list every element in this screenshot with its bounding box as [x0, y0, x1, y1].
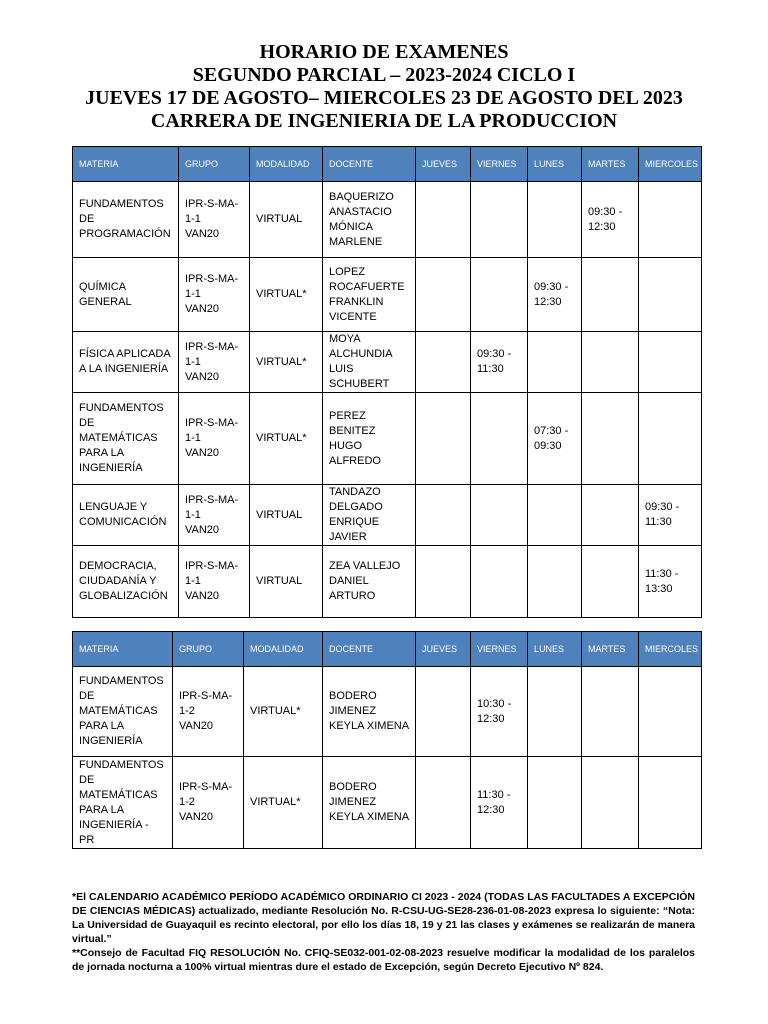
- cell-lunes: 07:30 - 09:30: [528, 393, 582, 485]
- cell-martes: [582, 667, 639, 757]
- cell-viernes: 10:30 - 12:30: [471, 667, 528, 757]
- column-header-lunes: LUNES: [528, 632, 582, 667]
- table-header-row: [73, 632, 702, 667]
- table-header-row: [73, 147, 702, 182]
- table-row: [73, 258, 702, 332]
- table-row: [73, 757, 702, 849]
- cell-grupo: IPR-S-MA- 1-1 VAN20: [179, 182, 250, 258]
- cell-viernes: [471, 485, 528, 546]
- table-row: [73, 667, 702, 757]
- cell-materia: FÍSICA APLICADA A LA INGENIERÍA: [73, 332, 179, 393]
- cell-materia: DEMOCRACIA, CIUDADANÍA Y GLOBALIZACIÓN: [73, 546, 179, 618]
- cell-jueves: [416, 757, 471, 849]
- cell-docente: BAQUERIZO ANASTACIO MÓNICA MARLENE: [323, 182, 416, 258]
- cell-modalidad: VIRTUAL*: [250, 393, 323, 485]
- column-header-materia: MATERIA: [73, 147, 179, 182]
- cell-grupo: IPR-S-MA- 1-2 VAN20: [173, 757, 244, 849]
- cell-martes: [582, 485, 639, 546]
- cell-lunes: [528, 757, 582, 849]
- column-header-grupo: GRUPO: [179, 147, 250, 182]
- exam-schedule-table-2: [72, 631, 702, 849]
- cell-modalidad: VIRTUAL*: [244, 757, 323, 849]
- document-title: [0, 41, 768, 133]
- cell-martes: [582, 393, 639, 485]
- cell-materia: FUNDAMENTOS DE PROGRAMACIÓN: [73, 182, 179, 258]
- column-header-martes: MARTES: [582, 632, 639, 667]
- column-header-jueves: JUEVES: [416, 632, 471, 667]
- cell-docente: BODERO JIMENEZ KEYLA XIMENA: [323, 667, 416, 757]
- footnote-calendar: *El CALENDARIO ACADÉMICO PERÍODO ACADÉMICO ORDINARIO CI 2023 - 2024 (TODAS LAS FACULTADES A EXCEPCIÓN DE CIENCIAS MÉDICAS) actualizado, mediante Resolución No. R-CSU-UG-SE28-236-01-08-2023 expresa lo siguiente: “Nota: La Universidad de Guayaquil es recinto electoral, por ello los días 18, 19 y 21 las clases y exámenes se realizarán de manera virtual.”: [72, 891, 695, 945]
- cell-materia: LENGUAJE Y COMUNICACIÓN: [73, 485, 179, 546]
- cell-jueves: [416, 485, 471, 546]
- cell-martes: [582, 546, 639, 618]
- cell-grupo: IPR-S-MA- 1-1 VAN20: [179, 393, 250, 485]
- cell-lunes: 09:30 - 12:30: [528, 258, 582, 332]
- cell-materia: FUNDAMENTOS DE MATEMÁTICAS PARA LA INGENIERÍA - PR: [73, 757, 173, 849]
- cell-grupo: IPR-S-MA- 1-1 VAN20: [179, 485, 250, 546]
- title-line-4: CARRERA DE INGENIERIA DE LA PRODUCCION: [150, 110, 618, 132]
- cell-miercoles: 09:30 - 11:30: [639, 485, 702, 546]
- column-header-jueves: JUEVES: [416, 147, 471, 182]
- footnote-resolution: **Consejo de Facultad FIQ RESOLUCIÓN No. CFIQ-SE032-001-02-08-2023 resuelve modificar la modalidad de los paralelos de jornada nocturna a 100% virtual mientras dure el estado de Excepción, según Decreto Ejecutivo Nº 824.: [72, 947, 695, 973]
- column-header-miercoles: MIERCOLES: [639, 632, 702, 667]
- cell-grupo: IPR-S-MA- 1-1 VAN20: [179, 546, 250, 618]
- cell-viernes: [471, 393, 528, 485]
- cell-miercoles: [639, 182, 702, 258]
- cell-modalidad: VIRTUAL: [250, 485, 323, 546]
- exam-schedule-table-1: [72, 146, 702, 618]
- cell-viernes: [471, 546, 528, 618]
- cell-viernes: [471, 258, 528, 332]
- title-line-1: HORARIO DE EXAMENES: [259, 41, 509, 63]
- column-header-modalidad: MODALIDAD: [250, 147, 323, 182]
- cell-materia: FUNDAMENTOS DE MATEMÁTICAS PARA LA INGENIERÍA: [73, 667, 173, 757]
- cell-modalidad: VIRTUAL*: [250, 332, 323, 393]
- cell-docente: BODERO JIMENEZ KEYLA XIMENA: [323, 757, 416, 849]
- cell-martes: [582, 332, 639, 393]
- cell-viernes: [471, 182, 528, 258]
- column-header-materia: MATERIA: [73, 632, 173, 667]
- cell-grupo: IPR-S-MA- 1-2 VAN20: [173, 667, 244, 757]
- title-line-3: JUEVES 17 DE AGOSTO– MIERCOLES 23 DE AGOSTO DEL 2023: [85, 87, 683, 109]
- cell-viernes: 09:30 - 11:30: [471, 332, 528, 393]
- table-row: [73, 393, 702, 485]
- cell-jueves: [416, 332, 471, 393]
- cell-martes: [582, 757, 639, 849]
- cell-miercoles: [639, 393, 702, 485]
- cell-lunes: [528, 182, 582, 258]
- cell-materia: QUÍMICA GENERAL: [73, 258, 179, 332]
- column-header-docente: DOCENTE: [323, 147, 416, 182]
- cell-jueves: [416, 546, 471, 618]
- cell-docente: MOYA ALCHUNDIA LUIS SCHUBERT: [323, 332, 416, 393]
- cell-materia: FUNDAMENTOS DE MATEMÁTICAS PARA LA INGENIERÍA: [73, 393, 179, 485]
- cell-docente: ZEA VALLEJO DANIEL ARTURO: [323, 546, 416, 618]
- cell-miercoles: [639, 258, 702, 332]
- column-header-docente: DOCENTE: [323, 632, 416, 667]
- cell-lunes: [528, 485, 582, 546]
- cell-lunes: [528, 332, 582, 393]
- column-header-martes: MARTES: [582, 147, 639, 182]
- cell-grupo: IPR-S-MA- 1-1 VAN20: [179, 332, 250, 393]
- cell-viernes: 11:30 - 12:30: [471, 757, 528, 849]
- title-line-2: SEGUNDO PARCIAL – 2023-2024 CICLO I: [192, 64, 576, 86]
- table-row: [73, 182, 702, 258]
- cell-modalidad: VIRTUAL: [250, 182, 323, 258]
- cell-jueves: [416, 667, 471, 757]
- cell-miercoles: [639, 332, 702, 393]
- cell-docente: LOPEZ ROCAFUERTE FRANKLIN VICENTE: [323, 258, 416, 332]
- cell-modalidad: VIRTUAL*: [250, 258, 323, 332]
- column-header-grupo: GRUPO: [173, 632, 244, 667]
- cell-martes: 09:30 - 12:30: [582, 182, 639, 258]
- cell-jueves: [416, 258, 471, 332]
- cell-martes: [582, 258, 639, 332]
- cell-jueves: [416, 393, 471, 485]
- table-row: [73, 485, 702, 546]
- cell-miercoles: 11:30 - 13:30: [639, 546, 702, 618]
- column-header-lunes: LUNES: [528, 147, 582, 182]
- cell-jueves: [416, 182, 471, 258]
- cell-docente: TANDAZO DELGADO ENRIQUE JAVIER: [323, 485, 416, 546]
- table-row: [73, 546, 702, 618]
- cell-docente: PEREZ BENITEZ HUGO ALFREDO: [323, 393, 416, 485]
- column-header-viernes: VIERNES: [471, 632, 528, 667]
- footnotes: [72, 890, 695, 974]
- table-row: [73, 332, 702, 393]
- cell-grupo: IPR-S-MA- 1-1 VAN20: [179, 258, 250, 332]
- column-header-viernes: VIERNES: [471, 147, 528, 182]
- column-header-modalidad: MODALIDAD: [244, 632, 323, 667]
- column-header-miercoles: MIERCOLES: [639, 147, 702, 182]
- cell-miercoles: [639, 757, 702, 849]
- cell-modalidad: VIRTUAL: [250, 546, 323, 618]
- cell-lunes: [528, 546, 582, 618]
- cell-miercoles: [639, 667, 702, 757]
- cell-lunes: [528, 667, 582, 757]
- cell-modalidad: VIRTUAL*: [244, 667, 323, 757]
